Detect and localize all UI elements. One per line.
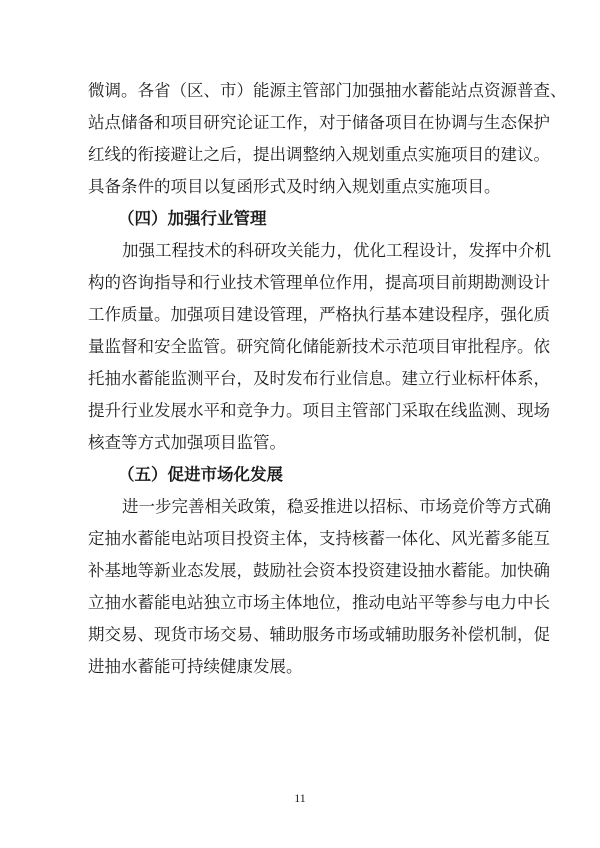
para1-line-2: 站点储备和项目研究论证工作，对于储备项目在协调与生态保护 xyxy=(88,113,550,132)
section5-line-6: 进抽水蓄能可持续健康发展。 xyxy=(88,657,303,676)
page-number: 11 xyxy=(294,791,306,805)
section4-line-7: 核查等方式加强项目监管。 xyxy=(88,433,286,452)
section5-line-5: 期交易、现货市场交易、辅助服务市场或辅助服务补偿机制，促 xyxy=(88,625,550,644)
para1-line-3: 红线的衔接避让之后，提出调整纳入规划重点实施项目的建议。 xyxy=(88,145,550,164)
section4-line-4: 量监督和安全监管。研究简化储能新技术示范项目审批程序。依 xyxy=(88,337,550,356)
para1-line-4: 具备条件的项目以复函形式及时纳入规划重点实施项目。 xyxy=(88,177,501,196)
section4-line-2: 构的咨询指导和行业技术管理单位作用，提高项目前期勘测设计 xyxy=(88,273,550,292)
section5-line-4: 立抽水蓄能电站独立市场主体地位，推动电站平等参与电力中长 xyxy=(88,593,550,612)
section4-heading: （四）加强行业管理 xyxy=(118,209,267,228)
section4-line-1: 加强工程技术的科研攻关能力，优化工程设计，发挥中介机 xyxy=(122,241,551,260)
section5-line-2: 定抽水蓄能电站项目投资主体，支持核蓄一体化、风光蓄多能互 xyxy=(88,529,550,548)
section4-line-5: 托抽水蓄能监测平台，及时发布行业信息。建立行业标杆体系， xyxy=(88,369,550,388)
section4-line-3: 工作质量。加强项目建设管理，严格执行基本建设程序，强化质 xyxy=(88,305,550,324)
section5-line-3: 补基地等新业态发展，鼓励社会资本投资建设抽水蓄能。加快确 xyxy=(88,561,550,580)
section5-heading: （五）促进市场化发展 xyxy=(118,465,283,484)
section4-line-6: 提升行业发展水平和竞争力。项目主管部门采取在线监测、现场 xyxy=(88,401,550,420)
section5-line-1: 进一步完善相关政策，稳妥推进以招标、市场竞价等方式确 xyxy=(122,497,551,516)
para1-line-1: 微调。各省（区、市）能源主管部门加强抽水蓄能站点资源普查、 xyxy=(88,81,567,100)
